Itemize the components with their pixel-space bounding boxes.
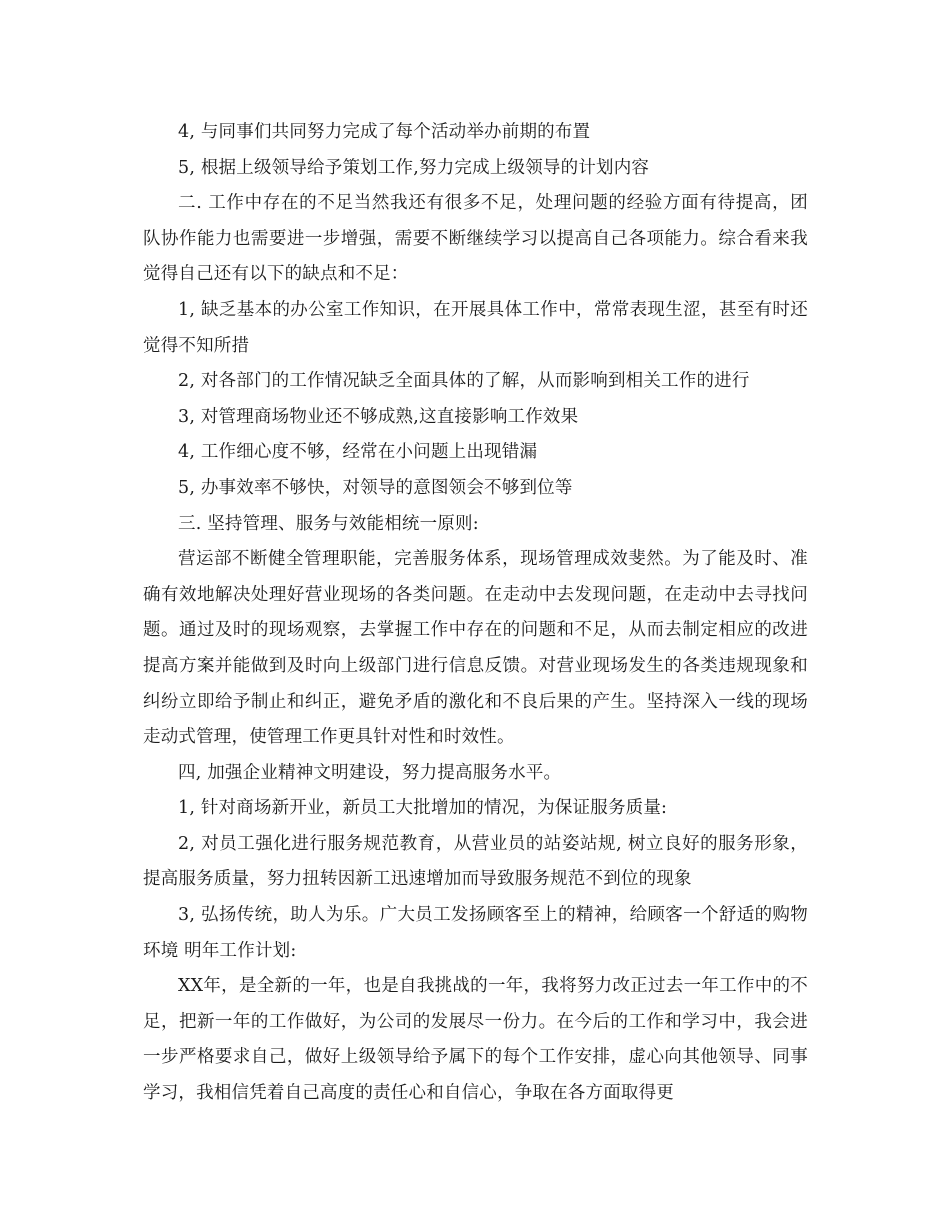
section-3-body: 营运部不断健全管理职能，完善服务体系，现场管理成效斐然。为了能及时、准确有效地解决处理好营业现场的各类问题。在走动中去发现问题，在走动中去寻找问题。通过及时的现场观察，去掌握工作中存在的问题和不足，从而去制定相应的改进提高方案并能做到及时向上级部门进行信息反馈。对营业现场发生的各类违规现象和纠纷立即给予制止和纠正，避免矛盾的激化和不良后果的产生。坚持深入一线的现场走动式管理，使管理工作更具针对性和时效性。 <box>143 549 808 748</box>
section-4-heading: 四, 加强企业精神文明建设，努力提高服务水平。 <box>178 762 562 783</box>
shortcoming-5: 5, 办事效率不够快，对领导的意图领会不够到位等 <box>178 477 573 498</box>
shortcoming-3: 3, 对管理商场物业还不够成熟,这直接影响工作效果 <box>178 406 579 427</box>
section-4-item-1: 1, 针对商场新开业，新员工大批增加的情况，为保证服务质量: <box>178 798 668 819</box>
paragraph-item-5-plan: 5, 根据上级领导给予策划工作,努力完成上级领导的计划内容 <box>178 157 650 178</box>
section-4-item-2: 2, 对员工强化进行服务规范教育，从营业员的站姿站规, 树立良好的服务形象，提高服务质量，努力扭转因新工迅速增加而导致服务规范不到位的现象 <box>143 833 808 890</box>
section-2-shortcomings: 二. 工作中存在的不足当然我还有很多不足，处理问题的经验方面有待提高，团队协作能力也需要进一步增强，需要不断继续学习以提高自己各项能力。综合看来我觉得自己还有以下的缺点和不足： <box>143 193 808 285</box>
shortcoming-4: 4, 工作细心度不够，经常在小问题上出现错漏 <box>178 442 538 463</box>
paragraph-item-4-layout: 4, 与同事们共同努力完成了每个活动举办前期的布置 <box>178 122 591 142</box>
next-year-plan-paragraph: XX年，是全新的一年，也是自我挑战的一年，我将努力改正过去一年工作中的不足，把新一年的工作做好，为公司的发展尽一份力。在今后的工作和学习中，我会进一步严格要求自己，做好上级领导给予属下的每个工作安排，虚心向其他领导、同事学习，我相信凭着自己高度的责任心和自信心，争取在各方面取得更 <box>143 976 808 1104</box>
shortcoming-2: 2, 对各部门的工作情况缺乏全面具体的了解，从而影响到相关工作的进行 <box>178 371 750 392</box>
section-4-item-3: 3, 弘扬传统，助人为乐。广大员工发扬顾客至上的精神，给顾客一个舒适的购物环境 明年工作计划: <box>143 905 808 961</box>
section-3-heading: 三. 坚持管理、服务与效能相统一原则: <box>178 513 479 534</box>
document-body <box>143 115 808 1112</box>
shortcoming-1: 1, 缺乏基本的办公室工作知识，在开展具体工作中，常常表现生涩，甚至有时还觉得不知所措 <box>143 299 808 356</box>
